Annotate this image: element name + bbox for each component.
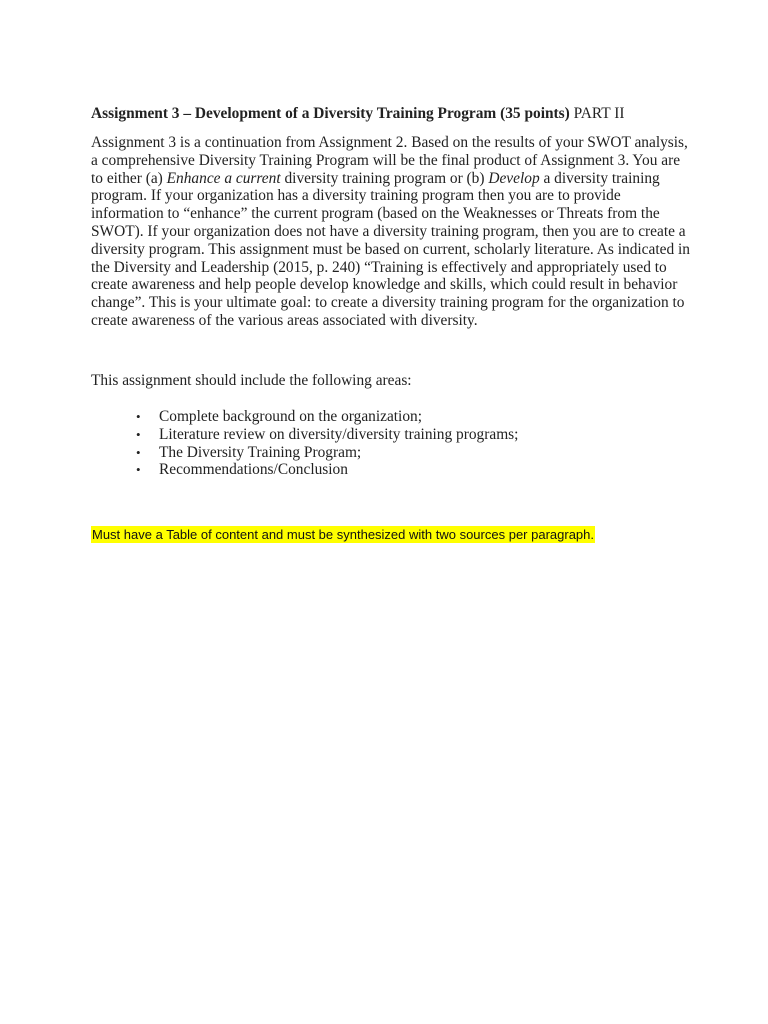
list-item: [91, 461, 518, 479]
description-line: change”. This is your ultimate goal: to create a diversity training program for the organization to: [91, 294, 685, 312]
bullet-icon: •: [136, 462, 141, 478]
bullet-icon: •: [136, 426, 141, 442]
description-line: SWOT). If your organization does not have a diversity training program, then you are to create a: [91, 222, 686, 240]
assignment-title: [91, 104, 691, 124]
list-item-text: Complete background on the organization;: [159, 408, 423, 425]
option-enhance-text: Enhance a current: [166, 169, 281, 187]
description-line: program. If your organization has a diversity training program then you are to provide: [91, 187, 621, 205]
list-item: [91, 408, 518, 426]
description-line: the Diversity and Leadership (2015, p. 240) “Training is effectively and appropriately used to: [91, 258, 667, 276]
highlighted-requirement-note: Must have a Table of content and must be synthesized with two sources per paragraph.: [92, 527, 594, 542]
list-item-text: Literature review on diversity/diversity training programs;: [159, 425, 519, 443]
description-line: create awareness of the various areas associated with diversity.: [91, 311, 478, 329]
assignment-title-part: PART II: [569, 105, 625, 122]
description-line: [91, 170, 691, 188]
list-item: [91, 444, 518, 462]
description-line: create awareness and help people develop knowledge and skills, which could result in behavior: [91, 276, 678, 294]
description-text: to either (a): [91, 169, 167, 187]
description-line: diversity program. This assignment must be based on current, scholarly literature. As indicated in: [91, 240, 690, 258]
assignment-description: [91, 134, 691, 330]
description-text: diversity training program or (b): [280, 169, 489, 187]
description-line: Assignment 3 is a continuation from Assignment 2. Based on the results of your SWOT analysis,: [91, 134, 688, 151]
description-line: information to “enhance” the current program (based on the Weaknesses or Threats from the: [91, 205, 660, 223]
assignment-title-bold: Assignment 3 – Development of a Diversity Training Program (35 points): [91, 105, 570, 122]
list-item-text: The Diversity Training Program;: [159, 443, 362, 461]
list-item-text: Recommendations/Conclusion: [159, 461, 348, 479]
description-text: a diversity training: [539, 169, 660, 187]
list-item: [91, 426, 518, 444]
option-develop-text: Develop: [488, 169, 540, 187]
required-areas-list: [91, 408, 518, 479]
bullet-icon: •: [136, 444, 141, 460]
bullet-icon: •: [136, 409, 141, 424]
areas-intro: This assignment should include the following areas:: [91, 372, 412, 389]
description-line: a comprehensive Diversity Training Program will be the final product of Assignment 3. You are: [91, 151, 681, 169]
